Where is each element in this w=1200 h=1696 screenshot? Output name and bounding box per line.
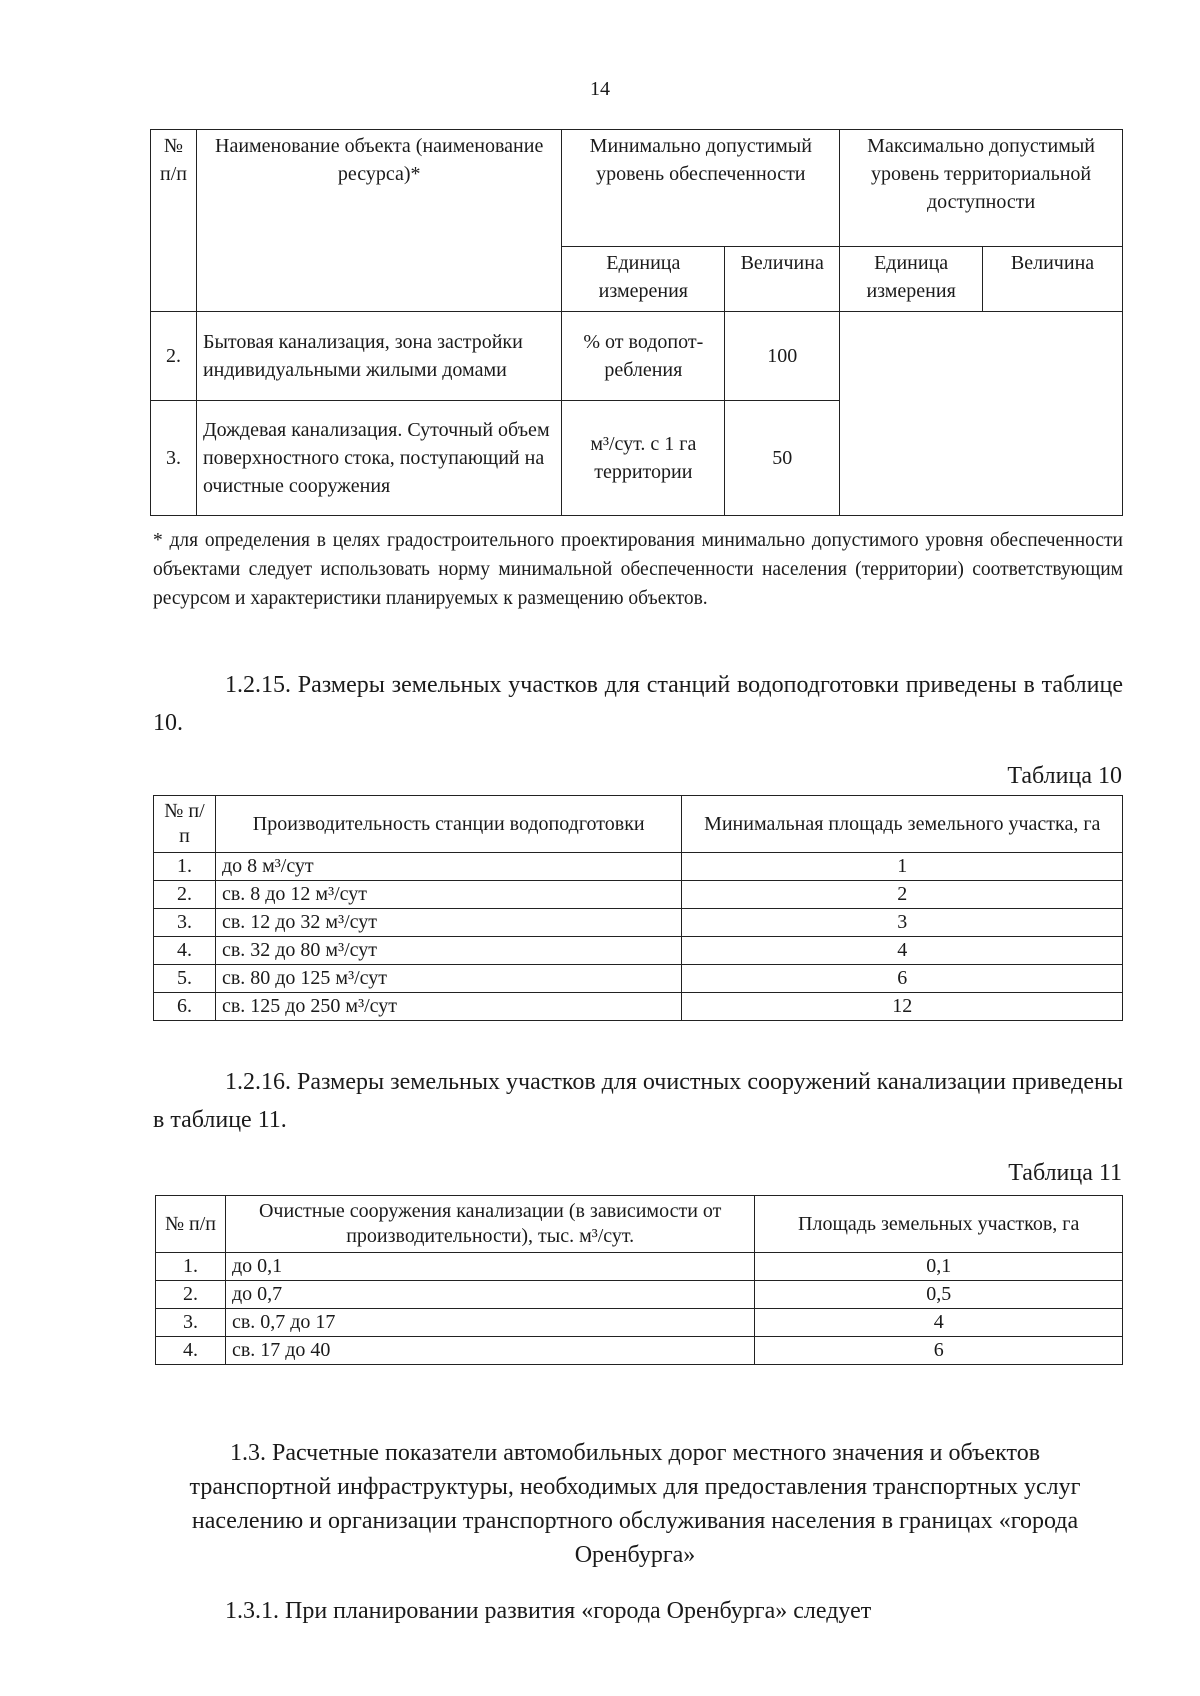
table-resource-levels <box>150 129 1123 516</box>
row-area: 6 <box>682 965 1123 993</box>
table-row <box>151 312 1123 401</box>
row-unit: % от водопот-ребления <box>562 312 725 401</box>
row-area: 0,5 <box>755 1281 1123 1309</box>
row-facility: св. 0,7 до 17 <box>225 1309 754 1337</box>
table-sewage-plants <box>155 1195 1123 1365</box>
row-area: 0,1 <box>755 1253 1123 1281</box>
row-capacity: св. 125 до 250 м³/сут <box>215 993 682 1021</box>
row-num: 2. <box>151 312 197 401</box>
header-max-group: Максимально допустимый уровень территориальной доступности <box>840 130 1123 247</box>
table-row <box>154 853 1123 881</box>
row-num: 3. <box>151 401 197 516</box>
header-area: Минимальная площадь земельного участка, га <box>682 796 1123 853</box>
table-row <box>154 909 1123 937</box>
row-area: 3 <box>682 909 1123 937</box>
header-num: № п/п <box>156 1196 226 1253</box>
table-row <box>156 1281 1123 1309</box>
header-capacity: Производительность станции водоподготовки <box>215 796 682 853</box>
paragraph-text: 1.2.16. Размеры земельных участков для очистных сооружений канализации приведены в таблице 11. <box>153 1069 1123 1133</box>
header-unit: Единица измерения <box>562 247 725 312</box>
row-num: 6. <box>154 993 216 1021</box>
row-capacity: до 8 м³/сут <box>215 853 682 881</box>
row-num: 4. <box>156 1337 226 1365</box>
table-row <box>156 1309 1123 1337</box>
header-min-group: Минимально допустимый уровень обеспеченности <box>562 130 840 247</box>
row-num: 4. <box>154 937 216 965</box>
row-num: 1. <box>154 853 216 881</box>
row-area: 1 <box>682 853 1123 881</box>
empty-max-cell <box>840 312 1123 516</box>
row-area: 12 <box>682 993 1123 1021</box>
table11-caption: Таблица 11 <box>1008 1160 1122 1186</box>
row-num: 2. <box>156 1281 226 1309</box>
row-value: 50 <box>725 401 840 516</box>
section-heading-1-3: 1.3. Расчетные показатели автомобильных дорог местного значения и объектов транспортной инфраструктуры, необходимых для предоставления транспортных услуг населению и организации транспортного обслуживания населения в границах «города Оренбурга» <box>189 1440 1081 1568</box>
row-capacity: св. 8 до 12 м³/сут <box>215 881 682 909</box>
table-row <box>154 881 1123 909</box>
header-value2: Величина <box>983 247 1123 312</box>
row-capacity: св. 12 до 32 м³/сут <box>215 909 682 937</box>
row-capacity: св. 32 до 80 м³/сут <box>215 937 682 965</box>
paragraph-1-3-1 <box>153 1592 1123 1630</box>
row-facility: до 0,7 <box>225 1281 754 1309</box>
table-row <box>156 1253 1123 1281</box>
table-row <box>154 937 1123 965</box>
header-num: № п/п <box>151 130 197 312</box>
header-num: № п/п <box>154 796 216 853</box>
table-row <box>154 993 1123 1021</box>
row-facility: св. 17 до 40 <box>225 1337 754 1365</box>
table-row <box>156 1337 1123 1365</box>
row-num: 5. <box>154 965 216 993</box>
row-name: Дождевая канализация. Суточный объем поверхностного стока, поступающий на очистные сооружения <box>196 401 561 516</box>
row-num: 1. <box>156 1253 226 1281</box>
row-unit: м³/сут. с 1 га территории <box>562 401 725 516</box>
row-facility: до 0,1 <box>225 1253 754 1281</box>
row-area: 2 <box>682 881 1123 909</box>
paragraph-text: 1.2.15. Размеры земельных участков для станций водоподготовки приведены в таблице 10. <box>153 672 1123 736</box>
row-num: 3. <box>154 909 216 937</box>
paragraph-1-2-16 <box>153 1063 1123 1139</box>
header-area: Площадь земельных участков, га <box>755 1196 1123 1253</box>
row-area: 6 <box>755 1337 1123 1365</box>
row-num: 3. <box>156 1309 226 1337</box>
header-unit2: Единица измерения <box>840 247 983 312</box>
table-row <box>154 965 1123 993</box>
paragraph-text: 1.3.1. При планировании развития «города Оренбурга» следует <box>225 1598 872 1624</box>
paragraph-1-2-15 <box>153 666 1123 742</box>
row-name: Бытовая канализация, зона застройки индивидуальными жилыми домами <box>196 312 561 401</box>
row-capacity: св. 80 до 125 м³/сут <box>215 965 682 993</box>
table-water-stations <box>153 795 1123 1021</box>
table10-caption: Таблица 10 <box>1007 763 1122 789</box>
header-name: Наименование объекта (наименование ресурса)* <box>196 130 561 312</box>
header-value: Величина <box>725 247 840 312</box>
footnote: * для определения в целях градостроительного проектирования минимально допустимого уровня обеспеченности объектами следует использовать норму минимальной обеспеченности населения (территории) соответствующим ресурсом и характеристики планируемых к размещению объектов. <box>153 530 1123 609</box>
header-facility: Очистные сооружения канализации (в зависимости от производительности), тыс. м³/сут. <box>225 1196 754 1253</box>
row-num: 2. <box>154 881 216 909</box>
row-value: 100 <box>725 312 840 401</box>
row-area: 4 <box>682 937 1123 965</box>
row-area: 4 <box>755 1309 1123 1337</box>
page-number: 14 <box>590 78 610 100</box>
